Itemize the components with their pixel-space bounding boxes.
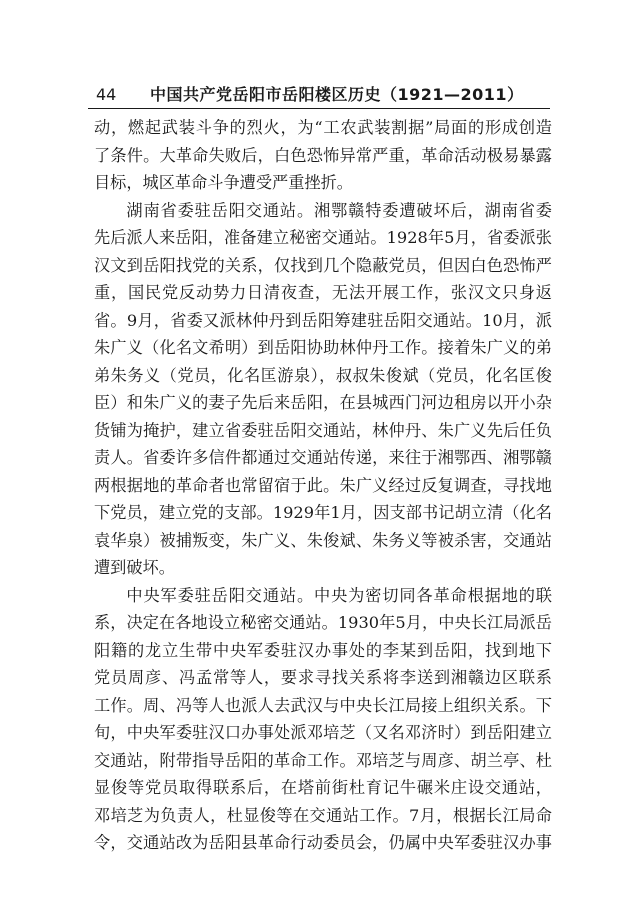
text-line: 弟朱务义（党员，化名匡游泉），叔叔朱俊斌（党员，化名匡俊 [94,365,552,385]
text-line: 责人。省委许多信件都通过交通站传递，来往于湘鄂西、湘鄂赣 [94,448,552,467]
text-line: 中央军委驻岳阳交通站。中央为密切同各革命根据地的联 [126,585,552,605]
text-line: 显俊等党员取得联系后，在塔前街杜育记牛碾米庄设交通站， [94,778,552,797]
text-line: 汉文到岳阳找党的关系，仅找到几个隐蔽党员，但因白色恐怖严 [94,255,552,275]
text-line: 臣）和朱广义的妻子先后来岳阳，在县城西门河边租房以开小杂 [94,393,552,412]
text-line: 令，交通站改为岳阳县革命行动委员会，仍属中央军委驻汉办事 [94,833,552,852]
text-line: 旬，中央军委驻汉口办事处派邓培芝（又名邓济时）到岳阳建立 [94,723,552,742]
paragraph-1 [94,114,552,197]
text-line: 邓培芝为负责人，杜显俊等在交通站工作。7月，根据长江局命 [94,805,552,825]
book-title: 中国共产党岳阳市岳阳楼区历史（1921—2011） [150,85,524,104]
text-line: 党员周彦、冯孟常等人，要求寻找关系将李送到湘赣边区联系 [94,668,552,687]
text-line: 货铺为掩护，建立省委驻岳阳交通站，林仲丹、朱广义先后任负 [94,420,552,440]
paragraph-2 [94,197,552,582]
text-line: 下党员，建立党的支部。1929年1月，因支部书记胡立清（化名 [94,503,552,522]
text-line: 两根据地的革命者也常留宿于此。朱广义经过反复调查，寻找地 [94,475,552,495]
body-text [94,114,552,857]
page-number: 44 [96,85,117,104]
text-line: 阳籍的龙立生带中央军委驻汉办事处的李某到岳阳，找到地下 [94,640,552,660]
text-line: 系，决定在各地设立秘密交通站。1930年5月，中央长江局派岳 [94,613,552,632]
text-line: 遭到破坏。 [94,558,175,577]
text-line: 先后派人来岳阳，准备建立秘密交通站。1928年5月，省委派张 [94,228,552,247]
running-header [88,82,550,109]
text-line: 工作。周、冯等人也派人去武汉与中央长江局接上组织关系。下 [94,695,552,715]
text-line: 了条件。大革命失败后，白色恐怖异常严重，革命活动极易暴露 [94,145,552,165]
text-line: 朱广义（化名文希明）到岳阳协助林仲丹工作。接着朱广义的弟 [94,338,552,357]
text-line: 袁华泉）被捕叛变，朱广义、朱俊斌、朱务义等被杀害，交通站 [94,530,552,550]
paragraph-3 [94,582,552,857]
text-line: 省。9月，省委又派林仲丹到岳阳筹建驻岳阳交通站。10月，派 [94,310,552,330]
text-line: 重，国民党反动势力日清夜查，无法开展工作，张汉文只身返 [94,283,552,302]
text-line: 动，燃起武装斗争的烈火，为“工农武装割据”局面的形成创造 [94,118,552,137]
text-line: 目标，城区革命斗争遭受严重挫折。 [94,173,353,192]
text-line: 交通站，附带指导岳阳的革命工作。邓培芝与周彦、胡兰亭、杜 [94,750,552,770]
text-line: 湖南省委驻岳阳交通站。湘鄂赣特委遭破坏后，湖南省委 [126,200,552,220]
